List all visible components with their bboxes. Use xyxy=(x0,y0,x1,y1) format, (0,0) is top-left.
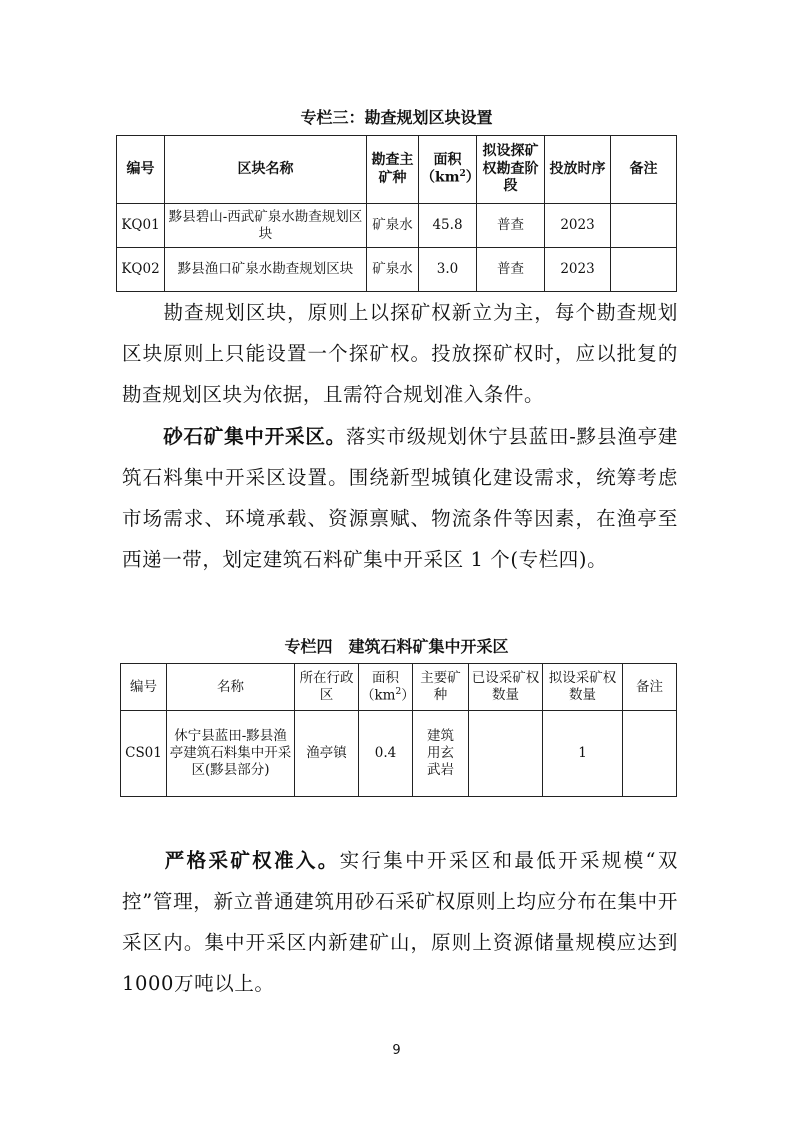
table-row xyxy=(121,711,677,797)
paragraph-heading: 严格采矿权准入。 xyxy=(163,849,340,872)
cell-note xyxy=(623,711,677,797)
cell-area: 0.4 xyxy=(359,711,413,797)
cell-area: 3.0 xyxy=(419,248,477,292)
cell-mineral: 矿泉水 xyxy=(367,204,419,248)
cell-year: 2023 xyxy=(545,248,611,292)
quarry-zone-table xyxy=(120,663,677,797)
header-timing: 投放时序 xyxy=(545,136,611,204)
cell-name: 黟县渔口矿泉水勘查规划区块 xyxy=(165,248,367,292)
header-district: 所在行政区 xyxy=(295,664,359,711)
cell-id: KQ02 xyxy=(117,248,165,292)
header-area: 面积$(km^2)$ xyxy=(419,136,477,204)
header-mineral: 主要矿种 xyxy=(413,664,469,711)
cell-existing xyxy=(469,711,543,797)
cell-mineral: 建筑用玄武岩 xyxy=(413,711,469,797)
paragraph-text: 落实市级规划休宁县蓝田-黟县渔亭建筑石料集中开采区设置。围绕新型城镇化建设需求，统筹考虑市场需求、环境承载、资源禀赋、物流条件等因素，在渔亭至西递一带，划定建筑石料矿集中开采区 1 个(专栏四)。 xyxy=(122,425,678,571)
cell-note xyxy=(611,204,677,248)
header-id: 编号 xyxy=(117,136,165,204)
exploration-block-table xyxy=(116,135,677,292)
paragraph-text: 实行集中开采区和最低开采规模“双控”管理，新立普通建筑用砂石采矿权原则上均应分布在集中开采区内。集中开采区内新建矿山，原则上资源储量规模应达到1000万吨以上。 xyxy=(122,849,678,995)
paragraph-exploration-blocks xyxy=(122,292,678,415)
table1-caption: 专栏三：勘查规划区块设置 xyxy=(300,108,493,127)
table-row xyxy=(117,204,677,248)
header-planned: 拟设采矿权数量 xyxy=(543,664,623,711)
cell-mineral: 矿泉水 xyxy=(367,248,419,292)
header-note: 备注 xyxy=(611,136,677,204)
header-area: 面积$(km^2)$ xyxy=(359,664,413,711)
cell-area: 45.8 xyxy=(419,204,477,248)
cell-planned: 1 xyxy=(543,711,623,797)
cell-id: CS01 xyxy=(121,711,167,797)
cell-name: 黟县碧山-西武矿泉水勘查规划区块 xyxy=(165,204,367,248)
table-row xyxy=(117,248,677,292)
header-note: 备注 xyxy=(623,664,677,711)
cell-note xyxy=(611,248,677,292)
header-block-name: 区块名称 xyxy=(165,136,367,204)
header-mineral: 勘查主矿种 xyxy=(367,136,419,204)
paragraph-text: 勘查规划区块，原则上以探矿权新立为主，每个勘查规划区块原则上只能设置一个探矿权。投放探矿权时，应以批复的勘查规划区块为依据，且需符合规划准入条件。 xyxy=(122,301,678,406)
header-name: 名称 xyxy=(167,664,295,711)
paragraph-mining-access xyxy=(122,840,678,1004)
table2-caption: 专栏四 建筑石料矿集中开采区 xyxy=(284,637,509,656)
paragraph-heading: 砂石矿集中开采区。 xyxy=(163,425,346,448)
cell-year: 2023 xyxy=(545,204,611,248)
page-number: 9 xyxy=(392,1043,401,1058)
cell-id: KQ01 xyxy=(117,204,165,248)
cell-name: 休宁县蓝田-黟县渔亭建筑石料集中开采区(黟县部分) xyxy=(167,711,295,797)
header-id: 编号 xyxy=(121,664,167,711)
header-stage: 拟设探矿权勘查阶段 xyxy=(477,136,545,204)
cell-stage: 普查 xyxy=(477,248,545,292)
header-existing: 已设采矿权数量 xyxy=(469,664,543,711)
cell-district: 渔亭镇 xyxy=(295,711,359,797)
paragraph-gravel-zone xyxy=(122,416,678,580)
cell-stage: 普查 xyxy=(477,204,545,248)
